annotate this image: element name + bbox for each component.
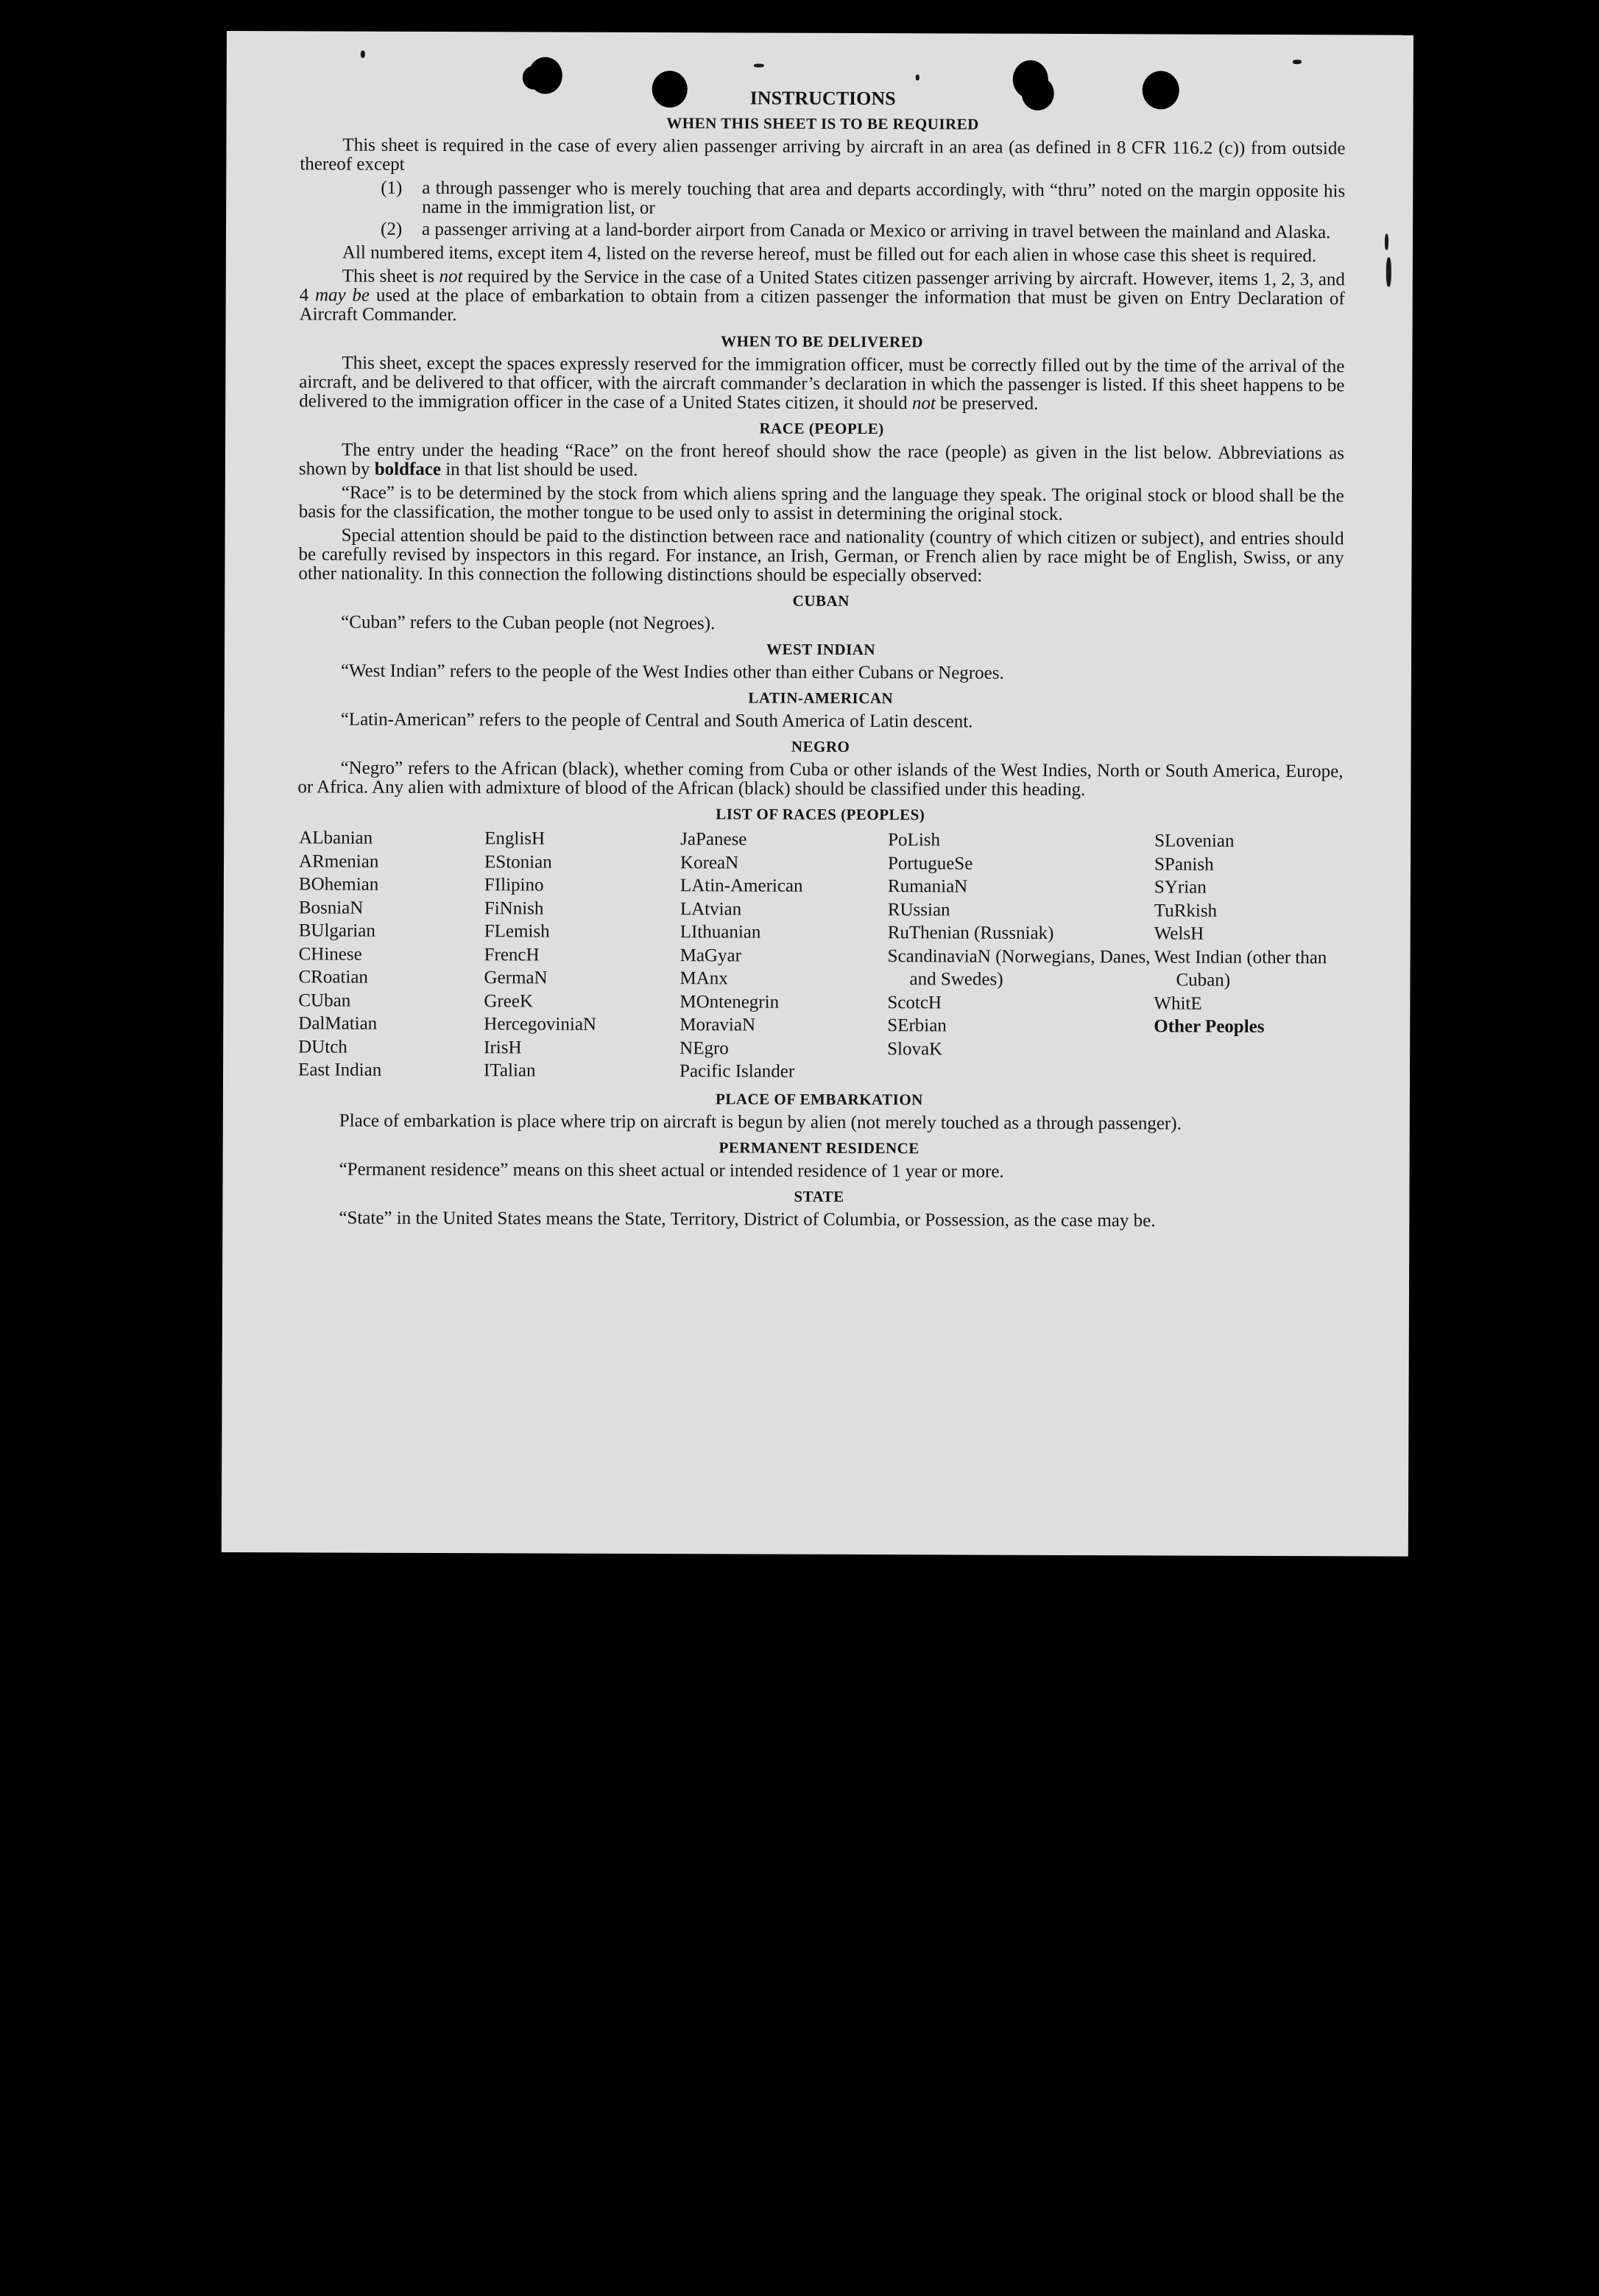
paragraph: “Cuban” refers to the Cuban people (not Negroes).: [341, 612, 716, 634]
ink-speck: [361, 51, 365, 58]
race-entry: East Indian: [298, 1060, 382, 1080]
text-span: required by the Service in the case of a United States citizen passenger arriving by aircraft. However, items 1, 2, 3, and 4: [299, 267, 1345, 306]
list-item-number: (1): [381, 177, 403, 198]
paragraph: “Negro” refers to the African (black), whether coming from Cuba or other islands of the West Indies, North or South America, Europe, or Africa. Any alien with admixture of blood of the African (black) should be classified under this heading.: [297, 758, 1344, 800]
paragraph: “Permanent residence” means on this sheet actual or intended residence of 1 year or more.: [339, 1159, 1004, 1182]
race-entry: ScotcH: [887, 992, 942, 1013]
race-entry: KoreaN: [680, 852, 739, 873]
race-entry: PoLish: [888, 830, 941, 851]
edge-mark: [1385, 233, 1388, 250]
race-entry: HercegoviniaN: [484, 1014, 597, 1035]
race-entry: JaPanese: [680, 829, 747, 850]
race-entry: FIlipino: [484, 875, 544, 895]
ink-speck: [1293, 60, 1302, 64]
race-entry: Other Peoples: [1154, 1016, 1265, 1037]
race-entry: ARmenian: [299, 851, 379, 872]
race-entry: SErbian: [887, 1015, 947, 1036]
race-entry: SYrian: [1154, 877, 1207, 898]
race-entry: SPanish: [1154, 853, 1214, 875]
race-entry: RUssian: [887, 899, 950, 920]
section-heading-when-required: WHEN THIS SHEET IS TO BE REQUIRED: [666, 114, 979, 133]
race-entry: CRoatian: [298, 967, 368, 987]
paragraph: Special attention should be paid to the distinction between race and nationality (country of which citizen or subject), and entries should be carefully revised by inspectors in this regard. For instance, an Irish, German, or French alien by race might be of English, Swiss, or any other nationality. In this connection the following distinctions should be especially observed:: [298, 525, 1344, 586]
races-column: [887, 828, 1154, 1085]
race-entry: RuThenian (Russniak): [887, 923, 1054, 943]
race-entry: LAtvian: [680, 898, 742, 919]
race-entry: DalMatian: [298, 1013, 378, 1034]
race-entry: EStonian: [484, 851, 552, 873]
text-span: This sheet is: [342, 266, 435, 286]
text-span: This sheet, except the spaces expressly reserved for the immigration officer, must be correctly filled out by the time of the arrival of the aircraft, and be delivered to that officer, with the aircraft commander’s declaration in which the passenger is listed. If this sheet happens to be delivered to the immigration officer in the case of a United States citizen, it should: [299, 353, 1345, 414]
race-entry: FiNnish: [484, 898, 544, 919]
italic-text: not: [439, 267, 463, 287]
section-heading-embarkation: PLACE OF EMBARKATION: [715, 1089, 923, 1108]
race-entry: MOntenegrin: [680, 991, 780, 1013]
edge-mark: [1386, 257, 1391, 286]
list-item: [300, 178, 1345, 220]
list-item-text: a passenger arriving at a land-border airport from Canada or Mexico or arriving in travel between the mainland and Alaska.: [422, 219, 1331, 243]
races-list: [298, 826, 1343, 1085]
race-entry: DUtch: [298, 1036, 347, 1057]
list-item: [300, 219, 1345, 242]
race-entry: GreeK: [484, 990, 534, 1011]
section-heading-cuban: CUBAN: [792, 591, 850, 610]
race-entry: BUlgarian: [298, 920, 375, 941]
race-entry: WhitE: [1154, 993, 1202, 1014]
section-heading-state: STATE: [794, 1187, 844, 1205]
page-title: INSTRUCTIONS: [749, 87, 896, 110]
paragraph: “Race” is to be determined by the stock from which aliens spring and the language they speak. The original stock or blood shall be the basis for the classification, the mother tongue to be used only to assist in determining the original stock.: [298, 482, 1344, 524]
race-entry: EnglisH: [484, 828, 546, 849]
list-item-text: a through passenger who is merely touching that area and departs accordingly, with “thru” noted on the margin opposite his name in the immigration list, or: [422, 177, 1346, 219]
text-span: be preserved.: [940, 393, 1039, 414]
race-entry: West Indian (other than Cuban): [1154, 946, 1327, 990]
race-entry: GermaN: [484, 968, 548, 988]
race-entry: LAtin-American: [680, 876, 803, 896]
race-entry: PortugueSe: [888, 853, 973, 874]
section-heading-race: RACE (PEOPLE): [759, 419, 884, 438]
text-span: in that list should be used.: [445, 459, 638, 480]
paragraph: All numbered items, except item 4, listed on the reverse hereof, must be filled out for each alien in whose case this sheet is required.: [342, 242, 1317, 267]
instructions-content: [296, 87, 1345, 1235]
races-column: [680, 828, 888, 1083]
race-entry: CUban: [298, 990, 351, 1011]
punch-hole: [523, 66, 545, 89]
race-entry: FrencH: [484, 944, 540, 965]
paragraph: “State” in the United States means the State, Territory, District of Columbia, or Possession, as the case may be.: [339, 1208, 1156, 1230]
races-column: [1154, 829, 1344, 1085]
section-heading-negro: NEGRO: [791, 737, 850, 756]
text-span: used at the place of embarkation to obtain from a citizen passenger the information that must be given on Entry Declaration of Aircraft Commander.: [299, 285, 1345, 325]
race-entry: MoraviaN: [680, 1015, 756, 1035]
race-entry: BosniaN: [298, 897, 364, 918]
races-column: [484, 827, 680, 1082]
section-heading-latin-american: LATIN-AMERICAN: [748, 689, 894, 708]
race-entry: IrisH: [484, 1037, 522, 1057]
exception-list: [300, 178, 1345, 242]
italic-text: may be: [314, 285, 370, 306]
list-item-number: (2): [381, 219, 403, 239]
race-entry: LIthuanian: [680, 922, 761, 943]
bold-text: boldface: [374, 459, 442, 480]
paragraph: This sheet is required in the case of every alien passenger arriving by aircraft in an area (as defined in 8 CFR 116.2 (c)) from outside thereof except: [300, 135, 1346, 175]
paragraph: “Latin-American” refers to the people of Central and South America of Latin descent.: [340, 709, 973, 732]
section-heading-list-of-races: LIST OF RACES (PEOPLES): [716, 805, 925, 824]
races-column: [298, 826, 484, 1082]
section-heading-when-delivered: WHEN TO BE DELIVERED: [721, 332, 923, 351]
race-entry: NEgro: [680, 1038, 729, 1058]
document-sheet: [222, 31, 1413, 1557]
ink-speck: [754, 63, 764, 67]
race-entry: ITalian: [484, 1060, 536, 1081]
ink-speck: [916, 74, 919, 80]
paragraph: [299, 353, 1344, 415]
race-entry: BOhemian: [298, 874, 379, 895]
section-heading-west-indian: WEST INDIAN: [766, 640, 876, 659]
race-entry: MaGyar: [680, 945, 741, 965]
race-entry: SLovenian: [1154, 831, 1235, 851]
text-span: The entry under the heading “Race” on the front hereof should show the race (people) as given in the list below. Abbreviations as shown by: [298, 440, 1345, 479]
race-entry: RumaniaN: [887, 876, 968, 897]
paragraph: [300, 267, 1345, 328]
race-entry: ScandinaviaN (Norwegians, Danes, and Swedes): [887, 945, 1151, 990]
italic-text: not: [911, 393, 936, 414]
race-entry: MAnx: [680, 968, 728, 989]
race-entry: TuRkish: [1154, 900, 1218, 921]
race-entry: CHinese: [298, 943, 362, 965]
race-entry: Pacific Islander: [680, 1061, 795, 1082]
race-entry: ALbanian: [299, 828, 373, 848]
race-entry: SlovaK: [887, 1038, 943, 1059]
paragraph: [299, 440, 1344, 482]
race-entry: FLemish: [484, 921, 550, 942]
section-heading-residence: PERMANENT RESIDENCE: [719, 1138, 919, 1157]
paragraph: “West Indian” refers to the people of the West Indies other than either Cubans or Negroes.: [340, 661, 1004, 683]
paragraph: Place of embarkation is place where trip on aircraft is begun by alien (not merely touched as a through passenger).: [339, 1110, 1182, 1134]
race-entry: WelsH: [1154, 923, 1204, 944]
